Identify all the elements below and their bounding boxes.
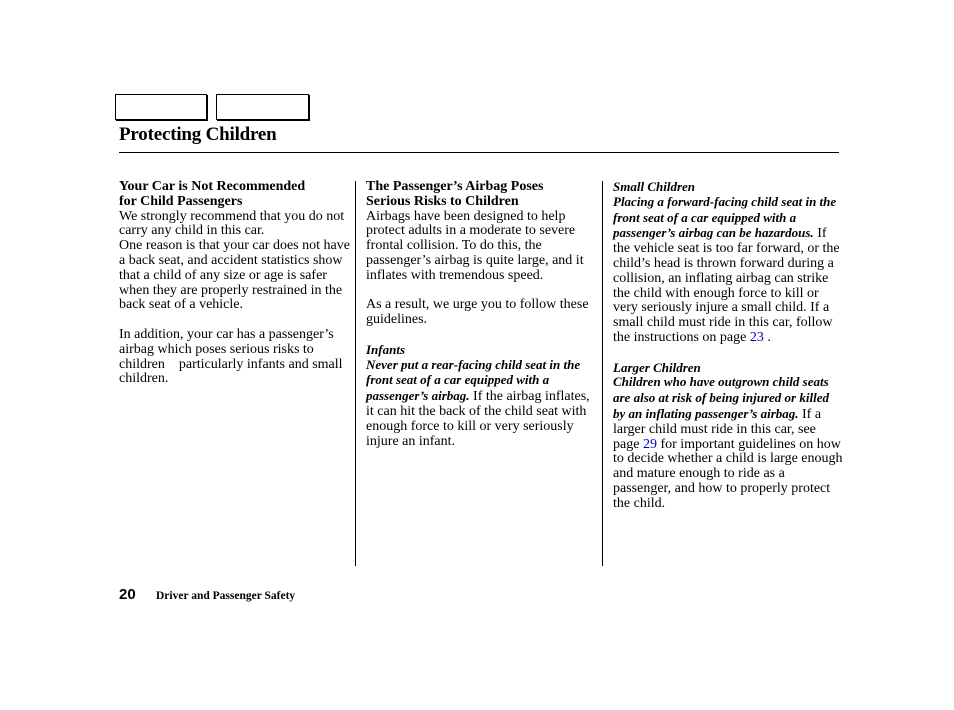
paragraph-guidelines: As a result, we urge you to follow these guidelines. [366, 297, 589, 328]
paragraph-infants [366, 358, 600, 450]
paragraph-recommendation: We strongly recommend that you do not carry any child in this car. [119, 208, 345, 239]
section-name: Driver and Passenger Safety [156, 590, 296, 602]
text-small-children: If the vehicle seat is too far forward, or the child’s head is thrown forward during a collision, an inflating airbag can strike the child with enough force to kill or very seriously injure a small child. If a small child must ride in this car, follow the instructions on page [613, 226, 840, 345]
section-heading-line-2: Serious Risks to Children [366, 193, 519, 209]
column-divider-2 [602, 181, 603, 566]
sub-heading-small-children: Small Children [613, 179, 695, 194]
paragraph-airbag-design: Airbags have been designed to help protect adults in a moderate to severe frontal collision. To do this, the passenger’s airbag is quite large, and it inflates with tremendous speed. [366, 208, 584, 283]
text-larger-children-end: for important guidelines on how to decide whether a child is large enough and mature enough to ride as a passenger, and how to properly protect the child. [613, 436, 843, 511]
nav-button-next[interactable] [216, 94, 309, 120]
paragraph-reason: One reason is that your car does not have a back seat, and accident statistics show that a child of any size or age is safer when they are properly restrained in the back seat of a vehicle. [119, 238, 350, 313]
sub-heading-larger-children: Larger Children [613, 359, 701, 375]
text-small-children-end: . [763, 329, 771, 345]
section-heading-line-2: for Child Passengers [119, 193, 243, 209]
warning-infants: Never put a rear-facing child seat in the front seat of a car equipped with a passenger’s airbag. [366, 356, 581, 404]
text-larger-children: If a larger child must ride in this car, see page [613, 406, 822, 452]
column-3 [613, 180, 843, 512]
page-number: 20 [119, 586, 136, 603]
page-link-23[interactable]: 23 [749, 329, 764, 345]
column-1 [119, 180, 355, 387]
text-infants: If the airbag inflates, it can hit the back of the child seat with enough force to kill or very seriously injure an infant. [366, 389, 590, 449]
paragraph-airbag-risk: In addition, your car has a passenger’s airbag which poses serious risks to children particularly infants and small children. [119, 326, 347, 387]
page-title: Protecting Children [119, 124, 277, 145]
warning-small-children: Placing a forward-facing child seat in the front seat of a car equipped with a passenger’s airbag can be hazardous. [613, 193, 837, 241]
section-heading-line-1: The Passenger’s Airbag Poses [366, 179, 544, 194]
nav-button-previous[interactable] [115, 94, 207, 120]
warning-larger-children: Children who have outgrown child seats are also at risk of being injured or killed by an inflating passenger’s airbag. [613, 374, 829, 421]
page-link-29[interactable]: 29 [642, 436, 657, 452]
paragraph-small-children [613, 195, 843, 346]
section-heading-line-1: Your Car is Not Recommended [119, 179, 306, 194]
paragraph-larger-children [613, 375, 843, 511]
sub-heading-infants: Infants [366, 341, 406, 357]
column-divider-1 [355, 181, 356, 566]
column-2 [366, 180, 600, 449]
title-divider [119, 152, 839, 153]
